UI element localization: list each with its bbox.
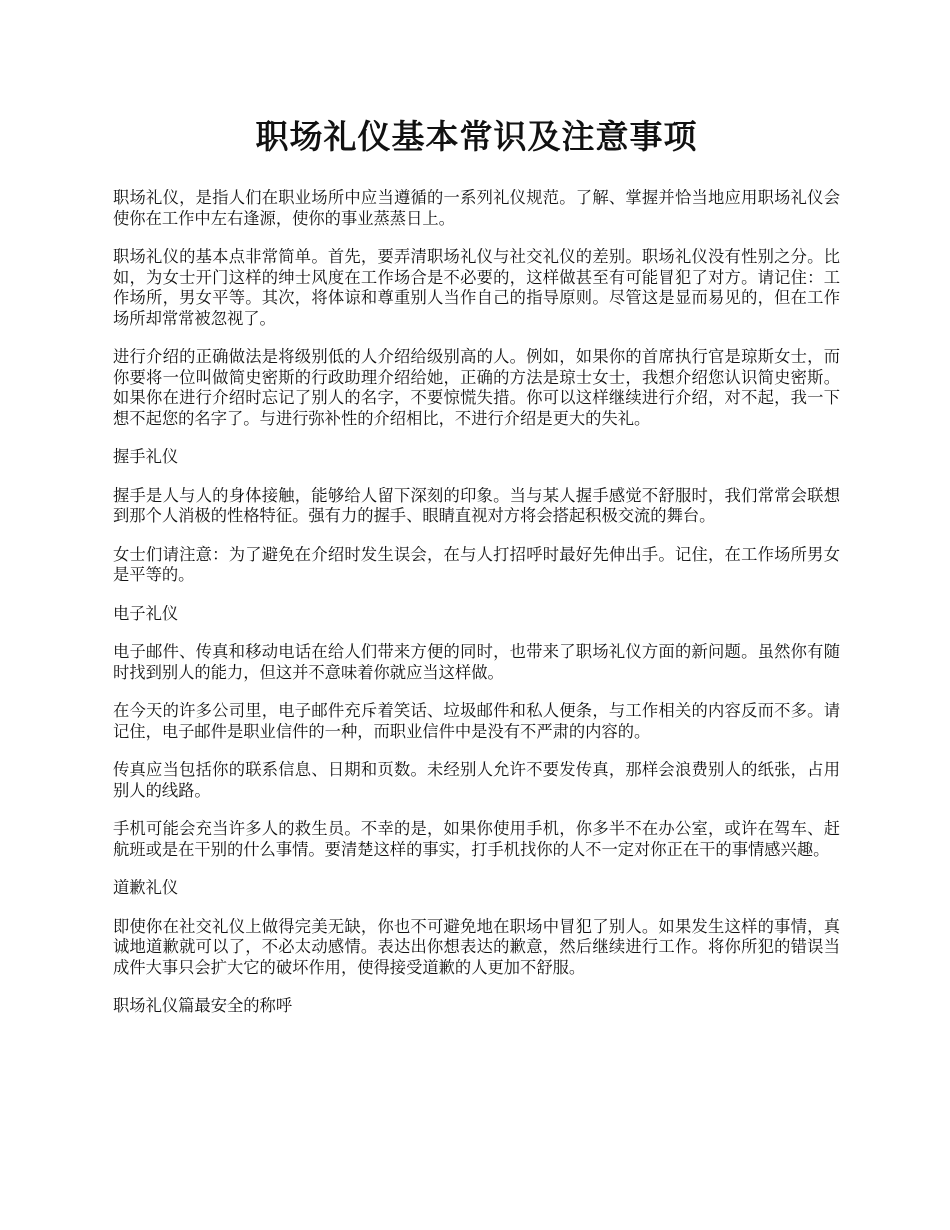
- section-heading-handshake: 握手礼仪: [113, 447, 179, 466]
- paragraph-handshake: 握手是人与人的身体接触，能够给人留下深刻的印象。当与某人握手感觉不舒服时，我们常常会联想到那个人消极的性格特征。强有力的握手、眼睛直视对方将会搭起积极交流的舞台。: [113, 485, 840, 525]
- document-page: [113, 112, 840, 1035]
- paragraph-introductions: 进行介绍的正确做法是将级别低的人介绍给级别高的人。例如，如果你的首席执行官是琼斯女士，而你要将一位叫做简史密斯的行政助理介绍给她，正确的方法是琼士女士，我想介绍您认识简史密斯。如果你在进行介绍时忘记了别人的名字，不要惊慌失措。你可以这样继续进行介绍，对不起，我一下想不起您的名字了。与进行弥补性的介绍相比，不进行介绍是更大的失礼。: [113, 347, 840, 428]
- paragraph-intro: 职场礼仪，是指人们在职业场所中应当遵循的一系列礼仪规范。了解、掌握并恰当地应用职场礼仪会使你在工作中左右逢源，使你的事业蒸蒸日上。: [113, 188, 840, 228]
- section-heading-address: 职场礼仪篇最安全的称呼: [113, 996, 293, 1015]
- paragraph-fax: 传真应当包括你的联系信息、日期和页数。未经别人允许不要发传真，那样会浪费别人的纸张，占用别人的线路。: [113, 760, 840, 800]
- paragraph-women-note: 女士们请注意：为了避免在介绍时发生误会，在与人打招呼时最好先伸出手。记住，在工作场所男女是平等的。: [113, 544, 840, 584]
- document-title: 职场礼仪基本常识及注意事项: [255, 117, 698, 156]
- paragraph-electronic: 电子邮件、传真和移动电话在给人们带来方便的同时，也带来了职场礼仪方面的新问题。虽然你有随时找到别人的能力，但这并不意味着你就应当这样做。: [113, 642, 840, 682]
- section-heading-apology: 道歉礼仪: [113, 878, 179, 897]
- paragraph-basics: 职场礼仪的基本点非常简单。首先，要弄清职场礼仪与社交礼仪的差别。职场礼仪没有性别之分。比如，为女士开门这样的绅士风度在工作场合是不必要的，这样做甚至有可能冒犯了对方。请记住：工作场所，男女平等。其次，将体谅和尊重别人当作自己的指导原则。尽管这是显而易见的，但在工作场所却常常被忽视了。: [113, 247, 840, 328]
- section-heading-electronic: 电子礼仪: [113, 603, 179, 623]
- paragraph-mobile: 手机可能会充当许多人的救生员。不幸的是，如果你使用手机，你多半不在办公室，或许在驾车、赶航班或是在干别的什么事情。要清楚这样的事实，打手机找你的人不一定对你正在干的事情感兴趣。: [113, 819, 840, 859]
- paragraph-apology: 即使你在社交礼仪上做得完美无缺，你也不可避免地在职场中冒犯了别人。如果发生这样的事情，真诚地道歉就可以了，不必太动感情。表达出你想表达的歉意，然后继续进行工作。将你所犯的错误当成件大事只会扩大它的破坏作用，使得接受道歉的人更加不舒服。: [113, 916, 840, 977]
- paragraph-email: 在今天的许多公司里，电子邮件充斥着笑话、垃圾邮件和私人便条，与工作相关的内容反而不多。请记住，电子邮件是职业信件的一种，而职业信件中是没有不严肃的内容的。: [113, 701, 840, 741]
